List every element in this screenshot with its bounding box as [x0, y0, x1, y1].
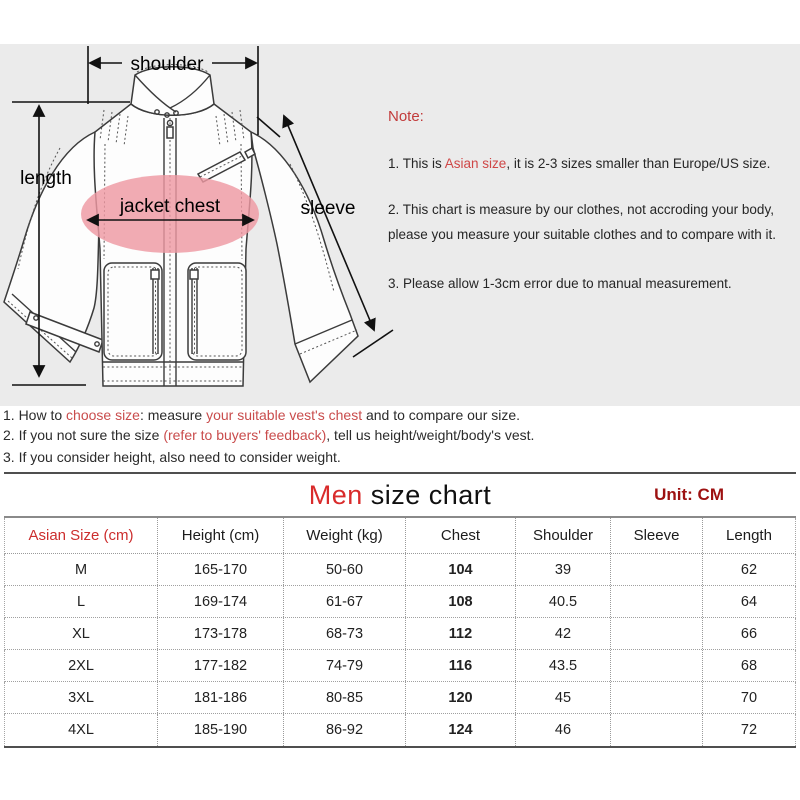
- note-1: [388, 156, 770, 171]
- table-row: [4, 714, 796, 746]
- cell-weight: 50-60: [284, 554, 406, 585]
- cell-height: 165-170: [158, 554, 284, 585]
- tip-1-text-2: : measure: [139, 407, 207, 423]
- length-label: length: [20, 168, 72, 189]
- table-row: [4, 618, 796, 650]
- header-chest: Chest: [406, 518, 516, 553]
- size-chart-table: [4, 472, 796, 748]
- tip-1: [3, 408, 534, 423]
- tip-3: 3. If you consider height, also need to consider weight.: [3, 449, 341, 465]
- cell-size: L: [5, 586, 158, 617]
- cell-sleeve: [611, 682, 703, 713]
- cell-length: 66: [740, 625, 758, 642]
- header-weight: Weight (kg): [284, 518, 406, 553]
- table-title-rest: size chart: [362, 479, 492, 510]
- notes-heading: Note:: [388, 108, 424, 125]
- cell-weight: 68-73: [284, 618, 406, 649]
- cell-weight: 86-92: [284, 714, 406, 746]
- cell-chest: 120: [406, 682, 516, 713]
- header-length: Length: [726, 527, 772, 544]
- table-title: [309, 480, 492, 511]
- tip-1-highlight-1: choose size: [66, 407, 140, 423]
- tip-1-text: 1. How to: [3, 407, 67, 423]
- jacket-chest-label: jacket chest: [119, 196, 221, 217]
- cell-size: M: [5, 554, 158, 585]
- cell-chest: 124: [406, 714, 516, 746]
- cell-weight: 80-85: [284, 682, 406, 713]
- tip-1-text-3: and to compare our size.: [362, 407, 521, 423]
- cell-size: XL: [5, 618, 158, 649]
- table-header-row: [4, 518, 796, 554]
- tip-2-text-2: , tell us height/weight/body's vest.: [326, 427, 535, 443]
- table-row: [4, 586, 796, 618]
- sizing-tips: [3, 405, 534, 465]
- tip-2-text: 2. If you not sure the size: [3, 427, 164, 443]
- cell-sleeve: [611, 714, 703, 746]
- cell-length: 70: [740, 689, 758, 706]
- cell-length: 62: [740, 561, 758, 578]
- cell-sleeve: [611, 650, 703, 681]
- note-1-highlight: Asian size: [444, 156, 507, 171]
- cell-length: 68: [740, 657, 758, 674]
- note-2-line-2: please you measure your suitable clothes and to compare with it.: [388, 227, 776, 242]
- sleeve-label: sleeve: [300, 198, 356, 219]
- header-asian-size: Asian Size (cm): [5, 518, 158, 553]
- cell-chest: 108: [406, 586, 516, 617]
- cell-shoulder: 43.5: [516, 650, 611, 681]
- cell-chest: 104: [406, 554, 516, 585]
- header-shoulder: Shoulder: [516, 518, 611, 553]
- table-title-row: [4, 474, 796, 518]
- cell-height: 169-174: [158, 586, 284, 617]
- note-3: 3. Please allow 1-3cm error due to manual measurement.: [388, 276, 732, 291]
- unit-label: Unit: CM: [654, 485, 724, 504]
- header-sleeve: Sleeve: [611, 518, 703, 553]
- cell-shoulder: 39: [516, 554, 611, 585]
- table-title-red: Men: [308, 479, 363, 510]
- shoulder-label: shoulder: [130, 54, 204, 75]
- cell-height: 185-190: [158, 714, 284, 746]
- cell-shoulder: 46: [516, 714, 611, 746]
- cell-shoulder: 40.5: [516, 586, 611, 617]
- cell-size: 3XL: [5, 682, 158, 713]
- cell-size: 2XL: [5, 650, 158, 681]
- cell-weight: 74-79: [284, 650, 406, 681]
- cell-size: 4XL: [5, 714, 158, 746]
- cell-weight: 61-67: [284, 586, 406, 617]
- cell-sleeve: [611, 618, 703, 649]
- cell-sleeve: [611, 586, 703, 617]
- cell-chest: 112: [406, 618, 516, 649]
- table-row: [4, 682, 796, 714]
- tip-2-highlight: (refer to buyers' feedback): [163, 427, 327, 443]
- note-1-text: 1. This is: [388, 156, 445, 171]
- cell-height: 181-186: [158, 682, 284, 713]
- cell-length: 64: [740, 593, 758, 610]
- cell-shoulder: 42: [516, 618, 611, 649]
- tip-1-highlight-2: your suitable vest's chest: [206, 407, 363, 423]
- header-height: Height (cm): [158, 518, 284, 553]
- cell-sleeve: [611, 554, 703, 585]
- cell-length: 72: [740, 722, 758, 738]
- cell-chest: 116: [406, 650, 516, 681]
- cell-height: 173-178: [158, 618, 284, 649]
- note-2-line-1: 2. This chart is measure by our clothes, not accroding your body,: [388, 202, 774, 217]
- table-row: [4, 650, 796, 682]
- cell-height: 177-182: [158, 650, 284, 681]
- jacket-measurement-diagram: [0, 44, 400, 406]
- table-row: [4, 554, 796, 586]
- note-1-text-2: , it is 2-3 sizes smaller than Europe/US size.: [506, 156, 771, 171]
- cell-shoulder: 45: [516, 682, 611, 713]
- tip-2: [3, 428, 534, 443]
